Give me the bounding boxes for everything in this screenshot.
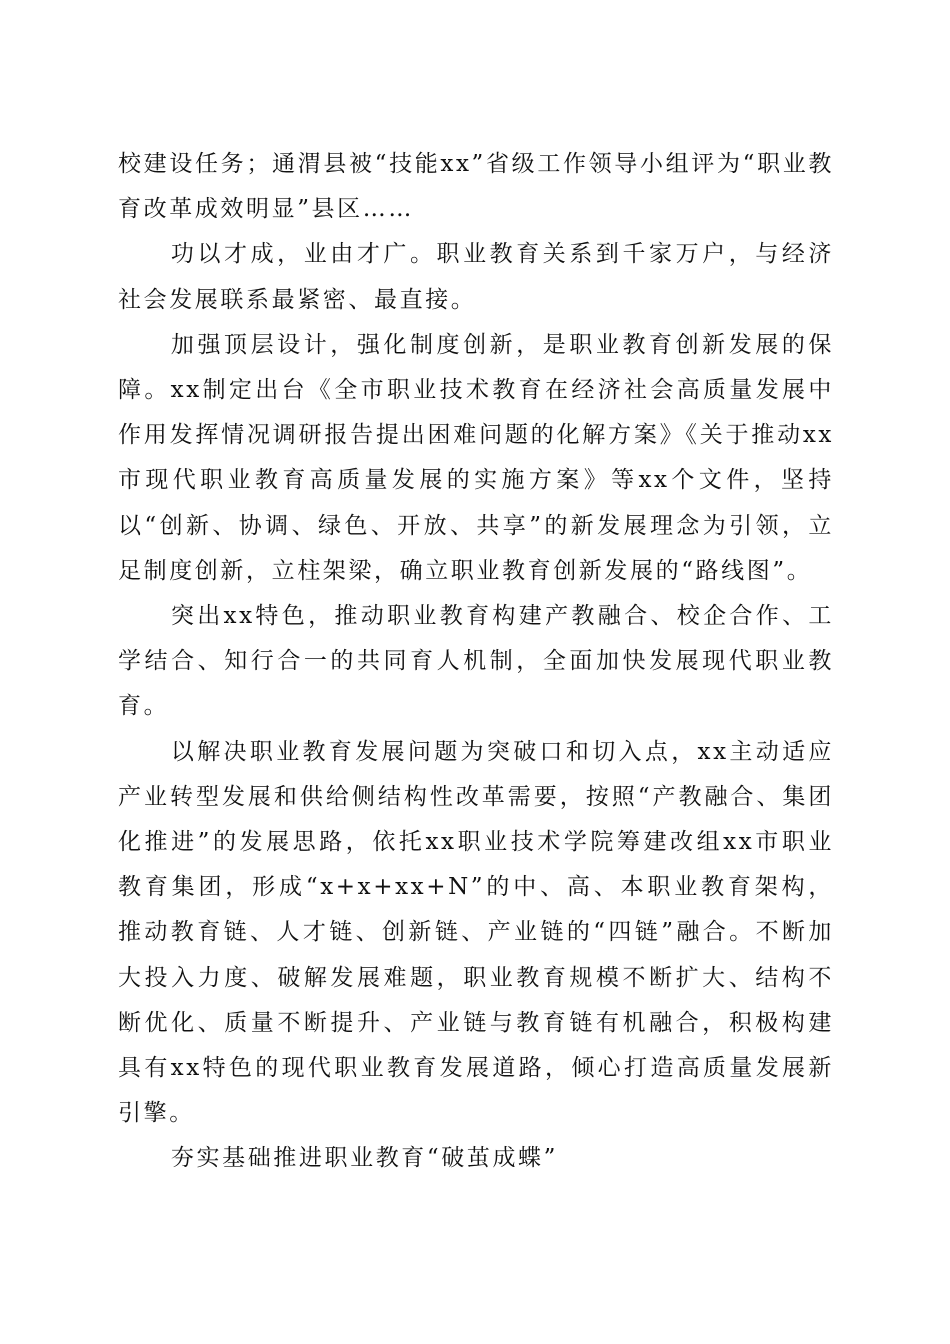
paragraph-3: 加强顶层设计，强化制度创新，是职业教育创新发展的保障。xx制定出台《全市职业技术教育在经济社会高质量发展中作用发挥情况调研报告提出困难问题的化解方案》《关于推动xx市现代职业教育高质量发展的实施方案》等xx个文件，坚持以“创新、协调、绿色、开放、共享”的新发展理念为引领，立足制度创新，立柱架梁，确立职业教育创新发展的“路线图”。 bbox=[118, 331, 834, 584]
paragraph-5: 以解决职业教育发展问题为突破口和切入点，xx主动适应产业转型发展和供给侧结构性改革需要，按照“产教融合、集团化推进”的发展思路，依托xx职业技术学院筹建改组xx市职业教育集团，形成“x+x+xx+N”的中、高、本职业教育架构，推动教育链、人才链、创新链、产业链的“四链”融合。不断加大投入力度、破解发展难题，职业教育规模不断扩大、结构不断优化、质量不断提升、产业链与教育链有机融合，积极构建具有xx特色的现代职业教育发展道路，倾心打造高质量发展新引擎。 bbox=[118, 738, 834, 1127]
paragraph-2: 功以才成，业由才广。职业教育关系到千家万户，与经济社会发展联系最紧密、最直接。 bbox=[118, 241, 834, 313]
document-body bbox=[118, 142, 834, 1182]
paragraph-1: 校建设任务；通渭县被“技能xx”省级工作领导小组评为“职业教育改革成效明显”县区…… bbox=[118, 151, 834, 223]
section-heading: 夯实基础推进职业教育“破茧成蝶” bbox=[170, 1145, 559, 1172]
paragraph-4: 突出xx特色，推动职业教育构建产教融合、校企合作、工学结合、知行合一的共同育人机制，全面加快发展现代职业教育。 bbox=[118, 603, 834, 720]
